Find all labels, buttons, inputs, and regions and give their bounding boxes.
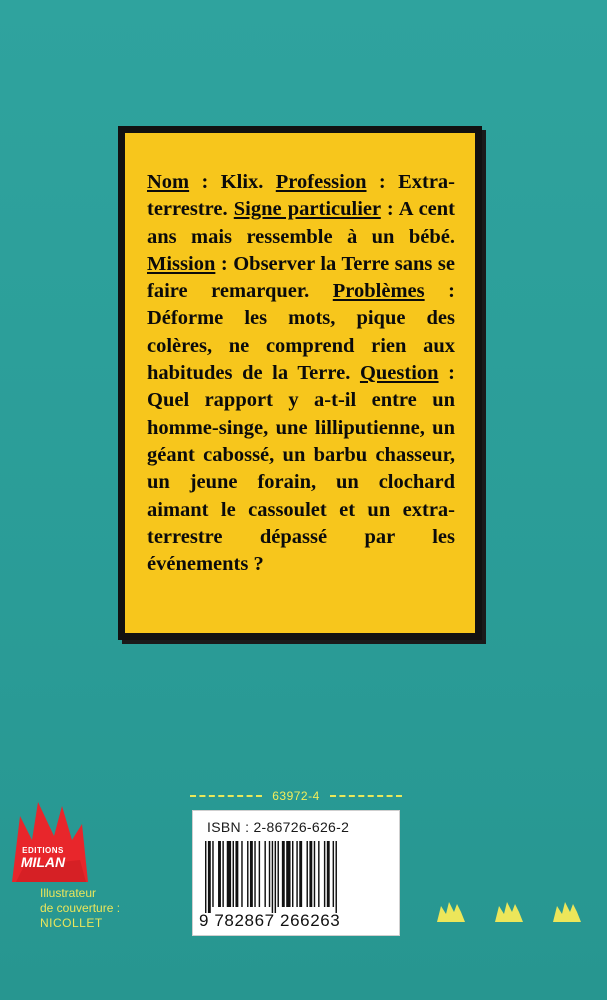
barcode-bar <box>275 841 276 913</box>
barcode-bar <box>278 841 279 907</box>
credit-name: NICOLLET <box>40 916 103 930</box>
keyword-problemes: Problèmes <box>332 280 425 303</box>
blurb-segment: : Klix. <box>189 171 276 193</box>
keyword-profession: Profession <box>275 171 367 193</box>
barcode-bar <box>286 841 290 907</box>
barcode-bar <box>296 841 297 907</box>
barcode-bar <box>241 841 242 907</box>
logo-text <box>14 846 72 869</box>
barcode-bar <box>222 841 223 907</box>
barcode-bar <box>205 841 206 913</box>
barcode-bar <box>324 841 325 907</box>
credit-line-1: Illustrateur <box>40 886 97 900</box>
barcode-bar <box>208 841 211 913</box>
keyword-signe-particulier: Signe particulier <box>233 198 381 221</box>
mini-m-icon <box>436 900 466 924</box>
barcode-bar <box>247 841 248 907</box>
keyword-mission: Mission <box>147 252 216 275</box>
barcode-bar <box>318 841 319 907</box>
barcode-bar <box>333 841 334 907</box>
barcode-icon <box>201 841 393 913</box>
isbn-label: ISBN : 2-86726-626-2 <box>207 819 350 835</box>
mini-m-icon <box>552 900 582 924</box>
mini-m-icon <box>494 900 524 924</box>
dashed-rule-left <box>190 795 262 797</box>
barcode-bar <box>212 841 213 907</box>
barcode-bar <box>292 841 293 907</box>
illustrator-credit <box>40 886 120 931</box>
barcode-bar <box>259 841 260 907</box>
product-code: 63972-4 <box>272 789 320 803</box>
barcode-bar <box>282 841 285 907</box>
blurb-segment: : Observer la Terre sans se faire remarquer. <box>147 252 455 303</box>
blurb-segment: : Déforme les mots, pique des colères, ne comprend rien aux habitudes de la Terre. <box>147 280 455 385</box>
product-code-row <box>190 786 402 806</box>
barcode-bar <box>309 841 312 907</box>
blurb-segment: : Extra-terrestre. <box>147 171 455 221</box>
barcode-bar <box>272 841 273 913</box>
barcode-bar <box>264 841 265 907</box>
keyword-question: Question <box>359 362 439 385</box>
blurb-segment: : Quel rapport y a-t-il entre un homme-singe, une lilliputienne, un géant cabossé, un barbu chasseur, un jeune forain, un clochard aimant le cassoulet et un extra-terrestre dépassé par les événements ? <box>147 362 455 576</box>
dashed-rule-right <box>330 795 402 797</box>
keyword-nom: Nom <box>147 171 190 193</box>
barcode-bar <box>254 841 255 907</box>
barcode-bar <box>227 841 231 907</box>
milan-logo-icon <box>10 796 90 888</box>
logo-editions: EDITIONS <box>22 846 64 855</box>
barcode-bar <box>336 841 337 913</box>
barcode-bar <box>250 841 253 907</box>
credit-line-2: de couverture : <box>40 901 121 915</box>
blurb-segment: : A cent ans mais ressemble à un bébé. <box>147 198 456 248</box>
blurb-box <box>118 126 482 640</box>
barcode-bar <box>269 841 270 907</box>
barcode-bar <box>314 841 315 907</box>
barcode-bar <box>299 841 302 907</box>
barcode-bar <box>218 841 221 907</box>
barcode-bar <box>235 841 238 907</box>
barcode-digits: 9 782867 266263 <box>199 911 341 930</box>
barcode-bar <box>327 841 330 907</box>
blurb-text <box>147 169 455 578</box>
logo-milan: MILAN <box>20 854 66 870</box>
barcode-bar <box>307 841 308 907</box>
barcode-bar <box>233 841 234 907</box>
barcode-panel <box>192 810 400 936</box>
